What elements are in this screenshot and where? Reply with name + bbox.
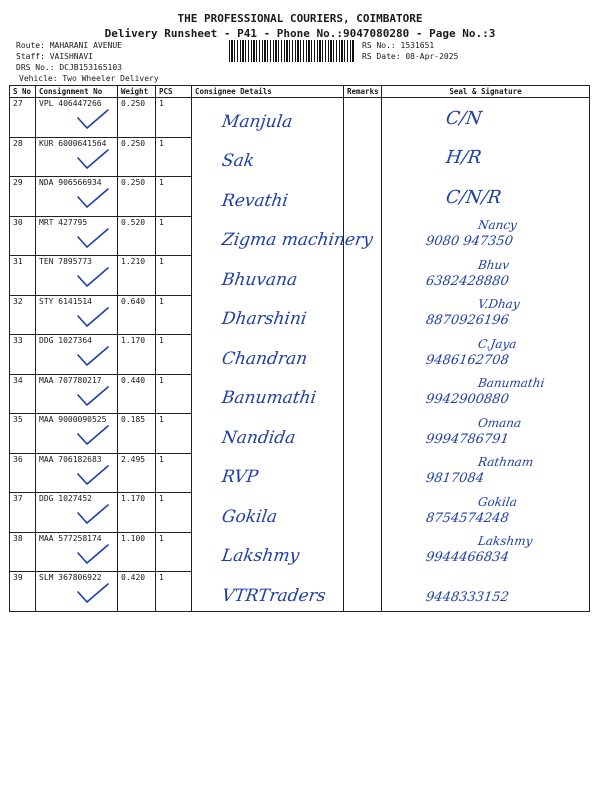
signature-handwritten: Omana [477, 415, 523, 430]
cell-consignment [36, 216, 118, 256]
rs-date: RS Date: 08-Apr-2025 [362, 52, 459, 61]
cell-sno [10, 453, 36, 493]
cell-pcs [156, 216, 192, 256]
cell-consignee [192, 453, 344, 493]
delivered-tick-mark [76, 582, 110, 606]
cell-signature [382, 137, 590, 177]
table-row [10, 98, 590, 138]
table-row [10, 335, 590, 375]
cell-remarks [344, 453, 382, 493]
cell-sno [10, 295, 36, 335]
cell-consignment [36, 532, 118, 572]
delivered-tick-mark [76, 187, 110, 211]
cell-sno-text: 39 [13, 573, 23, 582]
col-header-consignment: Consignment No [36, 86, 118, 98]
cell-consignment-text: DDG 1027364 [39, 336, 92, 345]
cell-consignee [192, 98, 344, 138]
cell-sno-text: 29 [13, 178, 23, 187]
cell-consignee [192, 177, 344, 217]
cell-consignment-text: TEN 7895773 [39, 257, 92, 266]
cell-signature [382, 216, 590, 256]
cell-weight [118, 137, 156, 177]
cell-weight [118, 493, 156, 533]
delivered-tick-mark [76, 306, 110, 330]
cell-consignment-text: MAA 577258174 [39, 533, 102, 543]
cell-consignee [192, 137, 344, 177]
cell-weight [118, 295, 156, 335]
company-title: THE PROFESSIONAL COURIERS, COIMBATORE [177, 12, 423, 25]
cell-pcs [156, 453, 192, 493]
cell-pcs-text: 1 [159, 336, 164, 345]
cell-consignment [36, 177, 118, 217]
cell-weight-text: 0.420 [121, 573, 146, 582]
signature-handwritten: Gokila [477, 494, 518, 509]
cell-consignment [36, 335, 118, 375]
cell-sno [10, 335, 36, 375]
cell-weight-text: 0.520 [121, 217, 146, 227]
delivered-tick-mark [76, 503, 110, 527]
cell-consignment [36, 374, 118, 414]
cell-consignee [192, 572, 344, 612]
cell-consignee [192, 414, 344, 454]
signature-phone-number: 6382428880 [424, 273, 510, 289]
cell-pcs [156, 256, 192, 296]
vehicle-info: Vehicle: Two Wheeler Delivery [19, 74, 159, 83]
cell-weight-text: 0.250 [121, 138, 146, 148]
cell-pcs [156, 137, 192, 177]
cell-remarks [344, 295, 382, 335]
cell-weight-text: 2.495 [121, 454, 146, 464]
consignee-handwritten-name: Revathi [220, 190, 290, 211]
cell-signature [382, 335, 590, 375]
table-header-row [10, 86, 590, 98]
cell-remarks [344, 216, 382, 256]
cell-signature [382, 453, 590, 493]
cell-consignment [36, 137, 118, 177]
col-header-weight: Weight [118, 86, 156, 98]
cell-weight [118, 572, 156, 612]
cell-sno-text: 31 [13, 257, 23, 266]
cell-consignment-text: STY 6141514 [39, 296, 92, 306]
cell-consignment-text: MAA 706182683 [39, 454, 102, 464]
barcode [229, 40, 355, 62]
table-row [10, 532, 590, 572]
cell-pcs-text: 1 [159, 375, 164, 385]
consignee-handwritten-name: Banumathi [220, 388, 318, 408]
cell-remarks [344, 177, 382, 217]
cell-consignment-text: KUR 6000641564 [39, 138, 107, 148]
cell-pcs-text: 1 [159, 217, 164, 227]
delivered-tick-mark [76, 266, 110, 290]
cell-weight-text: 0.250 [121, 99, 146, 108]
cell-consignee [192, 216, 375, 256]
cell-pcs-text: 1 [159, 494, 164, 503]
signature-handwritten: H/R [444, 147, 483, 168]
consignee-handwritten-name: RVP [220, 467, 260, 487]
cell-sno-text: 28 [13, 138, 23, 148]
cell-remarks [344, 256, 382, 296]
table-row [10, 453, 590, 493]
cell-consignment-text: NDA 906566934 [39, 178, 102, 187]
cell-consignment-text: MRT 427795 [39, 217, 88, 227]
cell-remarks [344, 532, 382, 572]
cell-sno [10, 216, 36, 256]
delivered-tick-mark [76, 424, 110, 448]
cell-sno [10, 137, 36, 177]
signature-handwritten: V.Dhay [477, 297, 521, 311]
signature-phone-number: 9942900880 [424, 392, 510, 407]
cell-signature [382, 532, 590, 572]
col-header-signature: Seal & Signature [382, 86, 590, 98]
consignee-handwritten-name: Bhuvana [220, 269, 299, 290]
consignee-handwritten-name: VTRTraders [220, 585, 327, 606]
cell-weight-text: 0.640 [121, 296, 146, 306]
cell-sno [10, 493, 36, 533]
delivered-tick-mark [76, 227, 110, 251]
cell-consignment-text: DDG 1027452 [39, 494, 92, 503]
cell-remarks [344, 493, 382, 533]
consignee-handwritten-name: Sak [220, 151, 256, 171]
cell-weight [118, 177, 156, 217]
table-row [10, 137, 590, 177]
delivered-tick-mark [76, 385, 110, 409]
signature-handwritten: C/N/R [444, 186, 503, 208]
cell-signature [382, 493, 590, 533]
delivered-tick-mark [76, 108, 110, 132]
signature-handwritten: Nancy [477, 218, 518, 232]
cell-remarks [344, 414, 382, 454]
consignee-handwritten-name: Chandran [220, 348, 309, 369]
cell-pcs-text: 1 [159, 533, 164, 543]
cell-sno [10, 374, 36, 414]
cell-pcs [156, 374, 192, 414]
cell-weight-text: 1.100 [121, 533, 146, 543]
cell-signature [382, 98, 590, 138]
table-row [10, 216, 590, 256]
cell-remarks [344, 572, 382, 612]
cell-consignee [192, 374, 344, 414]
cell-signature [382, 374, 590, 414]
cell-weight [118, 374, 156, 414]
consignee-handwritten-name: Manjula [220, 112, 294, 132]
cell-consignment [36, 256, 118, 296]
cell-weight [118, 98, 156, 138]
cell-signature [382, 572, 590, 612]
signature-phone-number: 9944466834 [424, 550, 510, 565]
cell-weight [118, 256, 156, 296]
cell-signature [382, 256, 590, 296]
cell-weight-text: 1.170 [121, 494, 146, 503]
cell-consignment-text: MAA 9000090525 [39, 415, 107, 424]
col-header-sno: S No [10, 86, 36, 98]
staff-info: Staff: VAISHNAVI [16, 52, 94, 61]
cell-weight [118, 453, 156, 493]
consignee-handwritten-name: Gokila [220, 506, 279, 527]
delivered-tick-mark [76, 345, 110, 369]
cell-consignee [192, 532, 344, 572]
cell-sno-text: 33 [13, 336, 23, 345]
delivered-tick-mark [76, 543, 110, 567]
cell-sno [10, 414, 36, 454]
cell-consignment [36, 414, 118, 454]
cell-weight-text: 1.170 [121, 336, 146, 345]
cell-pcs [156, 177, 192, 217]
cell-consignee [192, 256, 344, 296]
cell-signature [382, 295, 590, 335]
cell-weight [118, 414, 156, 454]
cell-consignment [36, 493, 118, 533]
signature-phone-number: 9486162708 [424, 352, 510, 368]
signature-phone-number: 8870926196 [424, 313, 510, 328]
cell-pcs [156, 493, 192, 533]
signature-phone-number: 8754574248 [424, 510, 510, 526]
cell-weight [118, 532, 156, 572]
signature-phone-number: 9080 947350 [424, 234, 514, 249]
cell-pcs [156, 98, 192, 138]
signature-handwritten: Bhuv [477, 257, 511, 272]
cell-signature [382, 414, 590, 454]
delivered-tick-mark [76, 148, 110, 172]
cell-weight [118, 216, 156, 256]
runsheet-subtitle: Delivery Runsheet - P41 - Phone No.:9047080280 - Page No.:3 [104, 27, 496, 40]
cell-remarks [344, 98, 382, 138]
table-row [10, 414, 590, 454]
cell-pcs-text: 1 [159, 257, 164, 266]
cell-pcs [156, 414, 192, 454]
consignee-handwritten-name: Nandida [220, 427, 297, 448]
cell-consignee [192, 295, 344, 335]
signature-phone-number: 9448333152 [424, 589, 510, 605]
cell-weight-text: 0.440 [121, 375, 146, 385]
cell-pcs-text: 1 [159, 138, 164, 148]
signature-handwritten: Rathnam [477, 455, 535, 469]
cell-sno [10, 532, 36, 572]
col-header-consignee: Consignee Details [192, 86, 344, 98]
cell-remarks [344, 137, 382, 177]
table-row [10, 177, 590, 217]
cell-sno-text: 38 [13, 533, 23, 543]
cell-sno [10, 98, 36, 138]
cell-sno-text: 34 [13, 375, 23, 385]
table-row [10, 374, 590, 414]
signature-handwritten: C.Jaya [477, 336, 518, 351]
delivered-tick-mark [76, 464, 110, 488]
table-row [10, 572, 590, 612]
cell-sno-text: 35 [13, 415, 23, 424]
table-row [10, 493, 590, 533]
cell-pcs [156, 572, 192, 612]
cell-sno [10, 572, 36, 612]
cell-consignment-text: VPL 406447266 [39, 99, 102, 108]
cell-remarks [344, 374, 382, 414]
signature-phone-number: 9994786791 [424, 431, 510, 447]
cell-consignment [36, 295, 118, 335]
rs-number: RS No.: 1531651 [362, 41, 435, 50]
runsheet-table [9, 85, 590, 612]
col-header-remarks: Remarks [344, 86, 382, 98]
cell-sno-text: 36 [13, 454, 23, 464]
consignee-handwritten-name: Dharshini [220, 309, 308, 329]
cell-pcs-text: 1 [159, 415, 164, 424]
cell-consignment [36, 98, 118, 138]
cell-pcs [156, 335, 192, 375]
cell-pcs [156, 295, 192, 335]
cell-consignment-text: SLM 367806922 [39, 573, 102, 582]
cell-weight-text: 1.210 [121, 257, 146, 266]
cell-weight-text: 0.185 [121, 415, 146, 424]
cell-consignee [192, 493, 344, 533]
cell-consignment [36, 572, 118, 612]
cell-sno-text: 27 [13, 99, 23, 108]
cell-consignee [192, 335, 344, 375]
cell-pcs-text: 1 [159, 454, 164, 464]
signature-handwritten: Banumathi [477, 376, 546, 390]
cell-sno [10, 256, 36, 296]
cell-pcs-text: 1 [159, 178, 164, 187]
cell-sno-text: 37 [13, 494, 23, 503]
cell-sno-text: 30 [13, 217, 23, 227]
col-header-pcs: PCS [156, 86, 192, 98]
cell-pcs-text: 1 [159, 573, 164, 582]
table-row [10, 256, 590, 296]
cell-pcs [156, 532, 192, 572]
cell-remarks [344, 335, 382, 375]
cell-signature [382, 177, 590, 217]
cell-weight [118, 335, 156, 375]
cell-sno-text: 32 [13, 296, 23, 306]
cell-pcs-text: 1 [159, 99, 164, 108]
signature-handwritten: C/N [444, 108, 484, 129]
cell-pcs-text: 1 [159, 296, 164, 306]
cell-consignment [36, 453, 118, 493]
cell-consignment-text: MAA 707780217 [39, 375, 102, 385]
table-row [10, 295, 590, 335]
consignee-handwritten-name: Lakshmy [220, 546, 301, 566]
route-info: Route: MAHARANI AVENUE [16, 41, 122, 50]
signature-phone-number: 9817084 [424, 471, 485, 486]
consignee-handwritten-name: Zigma machinery [220, 230, 375, 250]
cell-sno [10, 177, 36, 217]
drs-info: DRS No.: DCJB15316510З [16, 63, 122, 72]
cell-weight-text: 0.250 [121, 178, 146, 187]
signature-handwritten: Lakshmy [477, 534, 534, 548]
